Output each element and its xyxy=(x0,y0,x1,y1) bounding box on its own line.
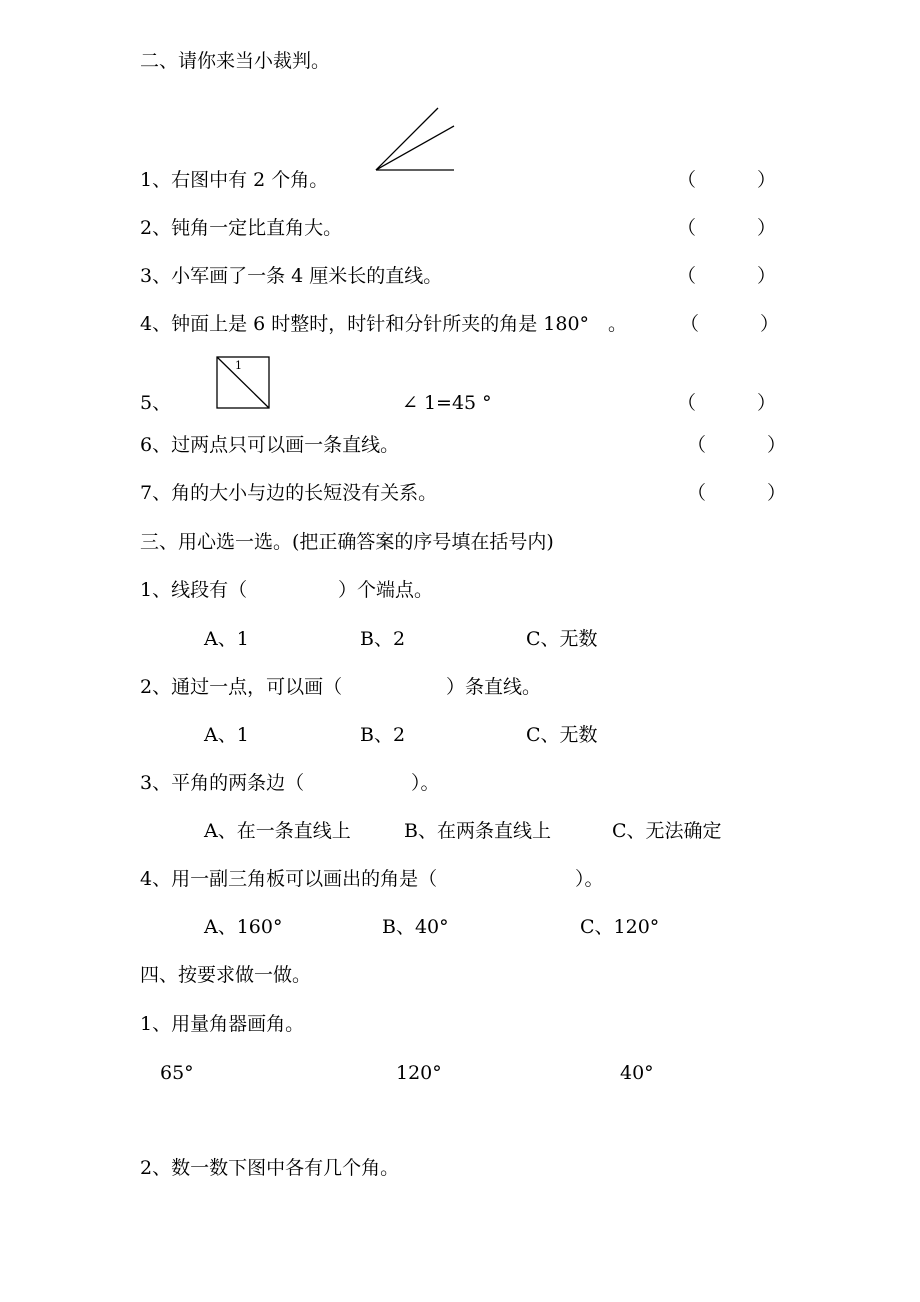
s4-angle-40: 40° xyxy=(620,1062,654,1084)
s3-q3-stem-end: ）。 xyxy=(411,772,440,794)
section3-title: 三、用心选一选。(把正确答案的序号填在括号内) xyxy=(140,531,554,553)
s3-q2-stem-start: 2、通过一点，可以画（ xyxy=(140,676,343,698)
s4-q1-text: 1、用量角器画角。 xyxy=(140,1013,305,1035)
angle-rays-figure xyxy=(370,100,460,176)
s3-q3-stem-start: 3、平角的两条边（ xyxy=(140,772,305,794)
s3-q3-option-c[interactable]: C、无法确定 xyxy=(612,820,722,842)
s3-q4-stem-end: ）。 xyxy=(575,868,604,890)
s2-item-3: 3、小军画了一条 4 厘米长的直线。 xyxy=(140,265,443,287)
angle-1-label: 1 xyxy=(235,359,242,372)
angle-equation: ∠ 1=45 ° xyxy=(402,392,492,414)
s2-item-6: 6、过两点只可以画一条直线。 xyxy=(140,434,400,456)
s2-item-5: 5、 xyxy=(140,392,172,414)
s3-q4-option-c[interactable]: C、120° xyxy=(580,916,660,938)
s3-q3-option-b[interactable]: B、在两条直线上 xyxy=(404,820,551,842)
s3-q2-option-b[interactable]: B、2 xyxy=(360,724,406,746)
s4-q2-text: 2、数一数下图中各有几个角。 xyxy=(140,1157,400,1179)
s3-q4-stem-start: 4、用一副三角板可以画出的角是（ xyxy=(140,868,438,890)
s3-q1-stem-end: ）个端点。 xyxy=(338,579,434,601)
s3-q1-option-c[interactable]: C、无数 xyxy=(526,628,598,650)
section2-title: 二、请你来当小裁判。 xyxy=(140,50,331,72)
ray-top xyxy=(376,108,438,170)
s3-q1-stem-start: 1、线段有（ xyxy=(140,579,248,601)
s4-angle-120: 120° xyxy=(396,1062,442,1084)
s2-item-2: 2、钝角一定比直角大。 xyxy=(140,217,343,239)
s2-item-1: 1、右图中有 2 个角。 xyxy=(140,169,329,191)
square-diagonal-figure xyxy=(216,356,272,410)
s2-item-7: 7、角的大小与边的长短没有关系。 xyxy=(140,482,438,504)
section4-title: 四、按要求做一做。 xyxy=(140,964,312,986)
square-diagonal xyxy=(217,357,269,408)
s3-q2-option-c[interactable]: C、无数 xyxy=(526,724,598,746)
s3-q3-option-a[interactable]: A、在一条直线上 xyxy=(204,820,351,842)
s3-q2-option-a[interactable]: A、1 xyxy=(204,724,249,746)
ray-middle xyxy=(376,126,454,170)
s3-q4-option-a[interactable]: A、160° xyxy=(204,916,283,938)
s3-q1-option-b[interactable]: B、2 xyxy=(360,628,406,650)
s3-q2-stem-end: ）条直线。 xyxy=(446,676,542,698)
s3-q1-option-a[interactable]: A、1 xyxy=(204,628,249,650)
s4-angle-65: 65° xyxy=(160,1062,194,1084)
s2-item-4: 4、钟面上是 6 时整时，时针和分针所夹的角是 180° 。 xyxy=(140,313,628,335)
s3-q4-option-b[interactable]: B、40° xyxy=(382,916,449,938)
